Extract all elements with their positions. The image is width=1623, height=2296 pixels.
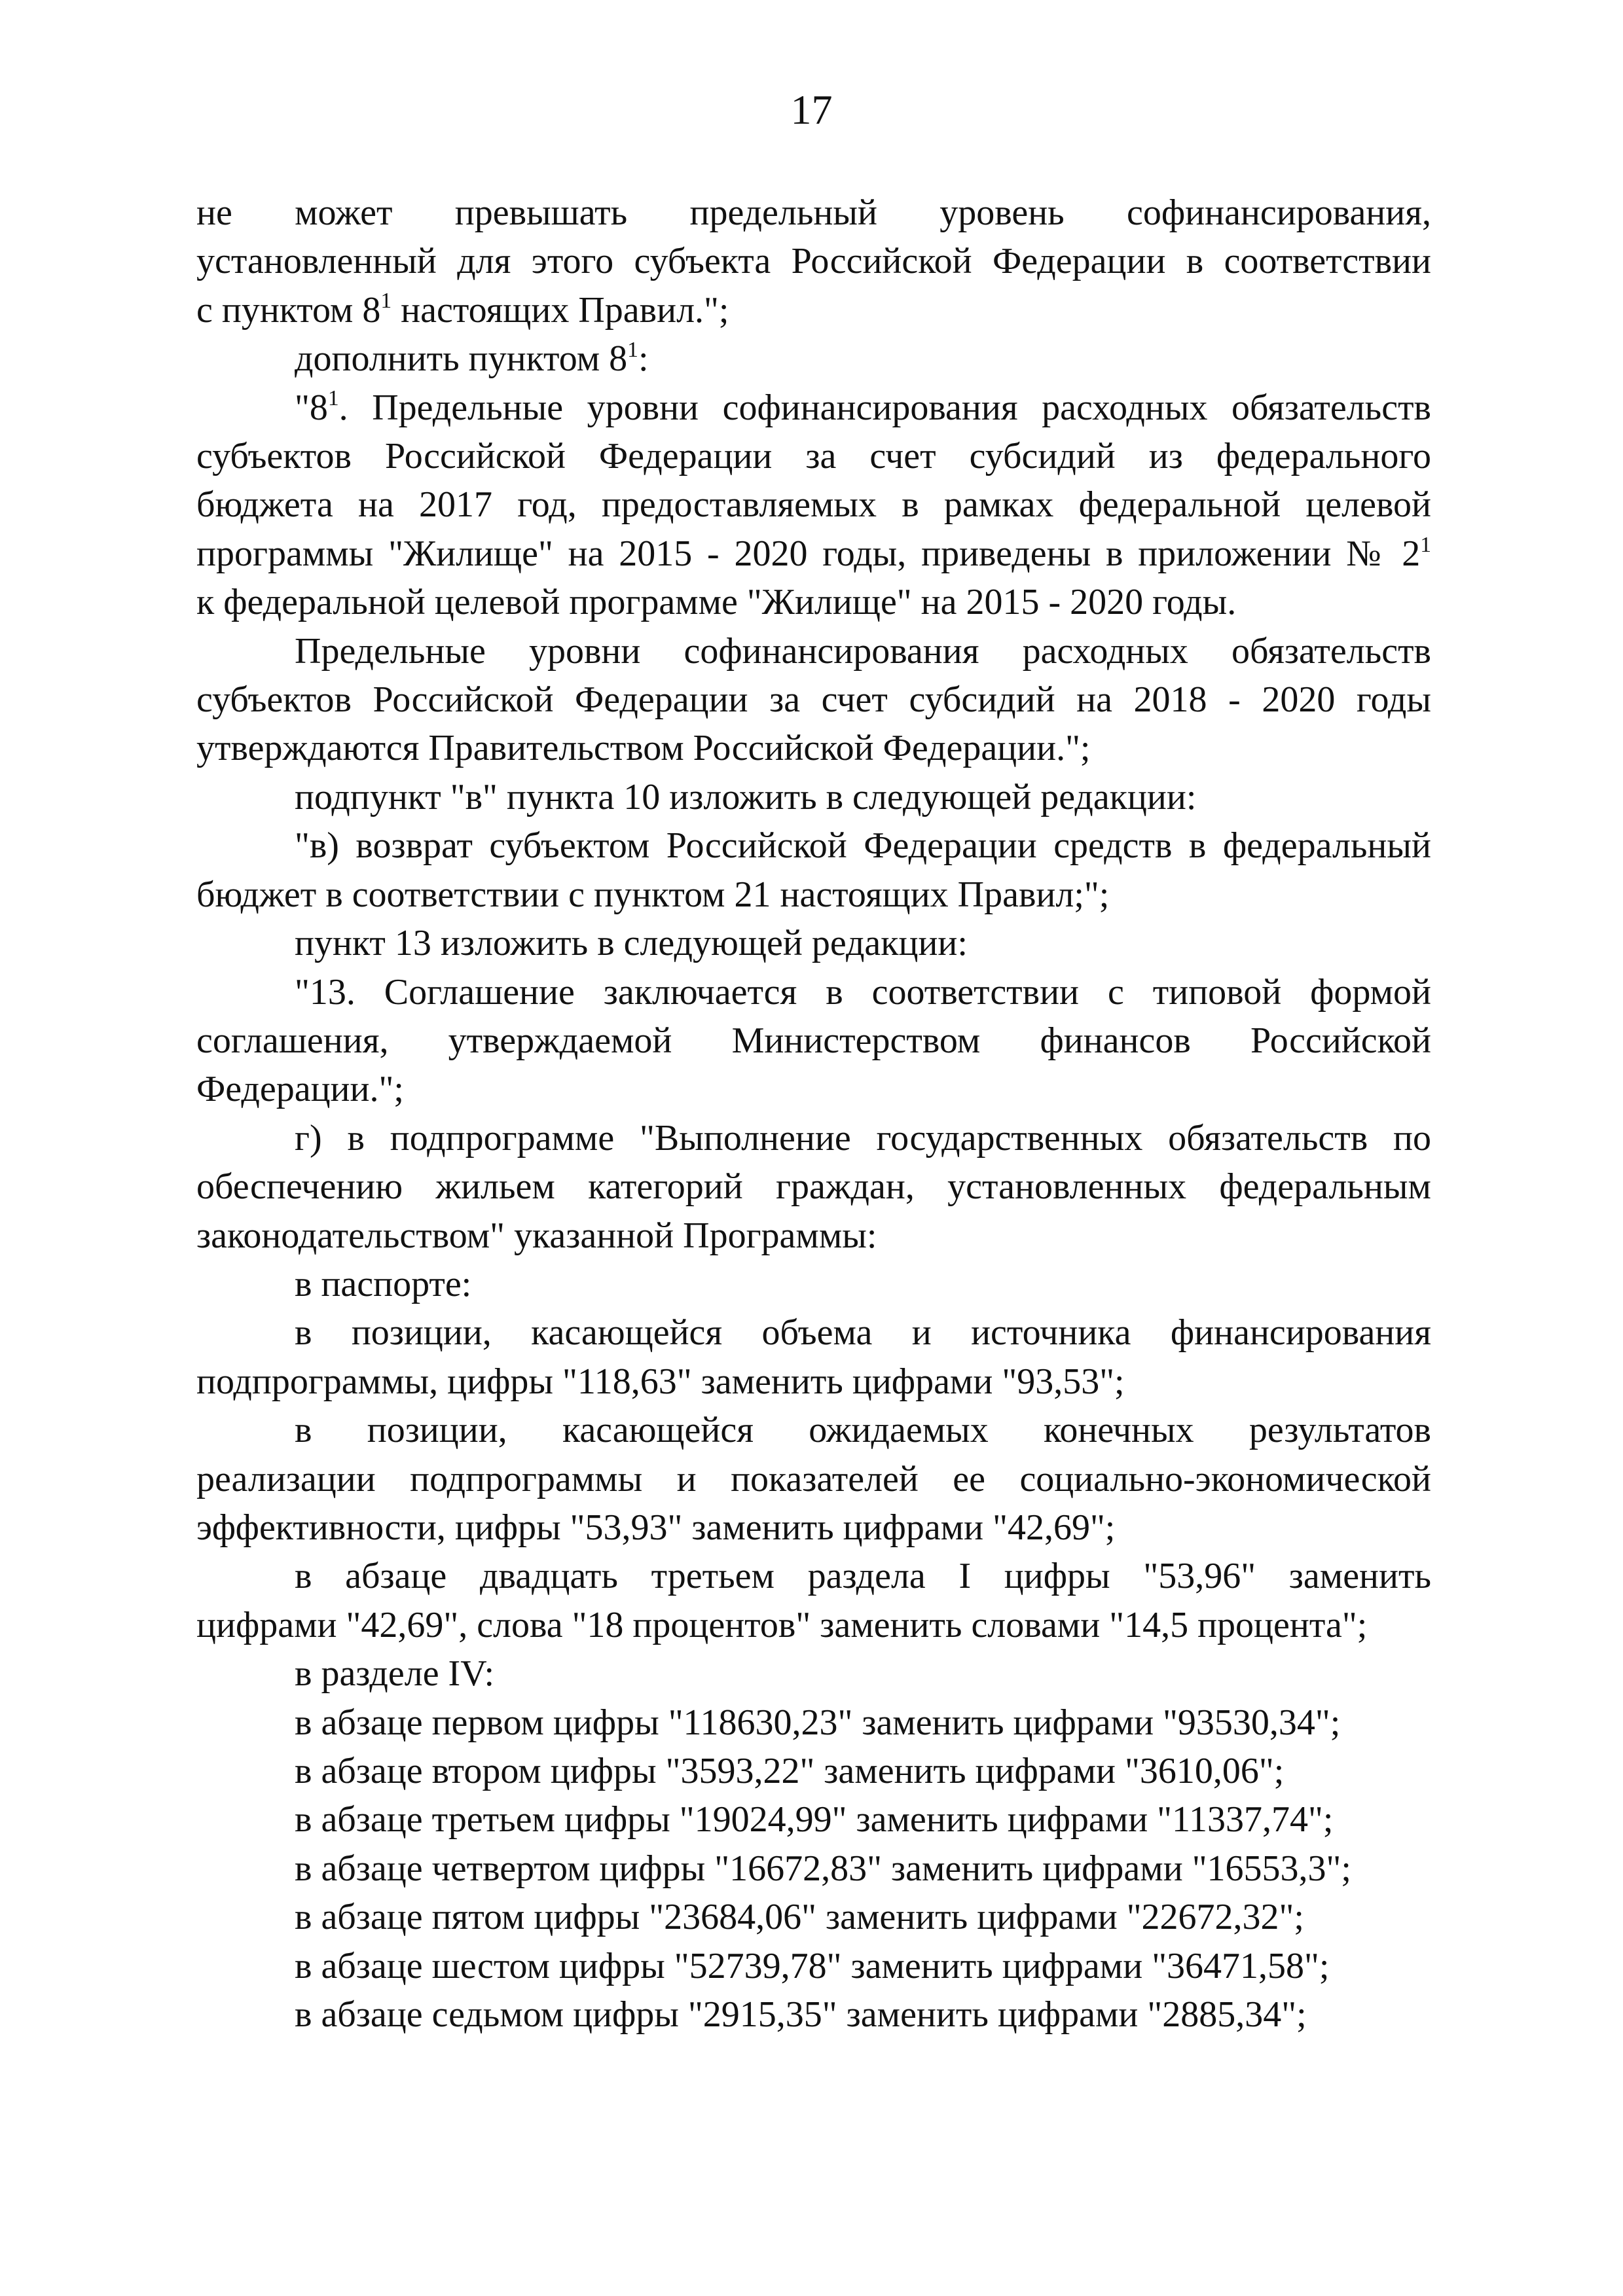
- text-line: к федеральной целевой программе "Жилище" на 2015 - 2020 годы.: [196, 582, 1237, 623]
- text-line: эффективности, цифры "53,93" заменить цифрами "42,69";: [196, 1507, 1116, 1548]
- text-line: "13. Соглашение заключается в соответствии с типовой формой: [295, 971, 1431, 1013]
- text-line: бюджет в соответствии с пунктом 21 настоящих Правил;";: [196, 874, 1110, 915]
- text-line: дополнить пунктом $8^1$:: [295, 337, 649, 380]
- text-line: бюджета на 2017 год, предоставляемых в рамках федеральной целевой: [196, 484, 1431, 526]
- text-line: "$8^1$. Предельные уровни софинансирования расходных обязательств: [295, 386, 1431, 428]
- text-line: Федерации.";: [196, 1069, 404, 1110]
- text-line: в абзаце четвертом цифры "16672,83" заменить цифрами "16553,3";: [295, 1848, 1351, 1889]
- text-line: соглашения, утверждаемой Министерством финансов Российской: [196, 1020, 1431, 1061]
- text-line: в абзаце втором цифры "3593,22" заменить цифрами "3610,06";: [295, 1751, 1285, 1791]
- text-line: в абзаце первом цифры "118630,23" заменить цифрами "93530,34";: [295, 1702, 1341, 1743]
- text-line: подпункт "в" пункта 10 изложить в следующей редакции:: [295, 776, 1197, 817]
- text-line: "в) возврат субъектом Российской Федерации средств в федеральный: [295, 825, 1431, 867]
- text-line: в абзаце пятом цифры "23684,06" заменить цифрами "22672,32";: [295, 1897, 1304, 1938]
- superscript: 1: [1420, 532, 1431, 557]
- text-line: в паспорте:: [295, 1263, 472, 1304]
- text-line: пункт 13 изложить в следующей редакции:: [295, 923, 968, 964]
- text-line: подпрограммы, цифры "118,63" заменить цифрами "93,53";: [196, 1361, 1125, 1402]
- text-line: субъектов Российской Федерации за счет субсидий из федерального: [196, 436, 1431, 477]
- superscript: 1: [627, 337, 638, 362]
- text-line: цифрами "42,69", слова "18 процентов" заменить словами "14,5 процента";: [196, 1604, 1368, 1645]
- superscript: 1: [327, 386, 339, 411]
- text-line: утверждаются Правительством Российской Федерации.";: [196, 728, 1091, 769]
- text-line: не может превышать предельный уровень софинансирования,: [196, 192, 1431, 233]
- document-body: [196, 188, 1431, 2039]
- text-line: в позиции, касающейся ожидаемых конечных результатов: [295, 1410, 1431, 1451]
- page-number: 17: [790, 86, 833, 133]
- text-line: субъектов Российской Федерации за счет субсидий на 2018 - 2020 годы: [196, 679, 1431, 721]
- text-line: в разделе IV:: [295, 1653, 495, 1695]
- text-line: г) в подпрограмме "Выполнение государственных обязательств по: [295, 1117, 1431, 1158]
- text-line: в позиции, касающейся объема и источника финансирования: [295, 1312, 1431, 1354]
- text-line: установленный для этого субъекта Российской Федерации в соответствии: [196, 241, 1431, 282]
- text-line: в абзаце двадцать третьем раздела I цифры "53,96" заменить: [295, 1556, 1431, 1597]
- superscript: 1: [380, 289, 392, 314]
- text-line: в абзаце шестом цифры "52739,78" заменить цифрами "36471,58";: [295, 1945, 1330, 1986]
- text-line: в абзаце седьмом цифры "2915,35" заменить цифрами "2885,34";: [295, 1994, 1307, 2036]
- text-line: в абзаце третьем цифры "19024,99" заменить цифрами "11337,74";: [295, 1799, 1334, 1840]
- text-line: законодательством" указанной Программы:: [196, 1215, 877, 1256]
- text-line: с пунктом $8^1$ настоящих Правил.";: [196, 289, 729, 331]
- text-line: обеспечению жильем категорий граждан, установленных федеральным: [196, 1166, 1431, 1208]
- text-line: Предельные уровни софинансирования расходных обязательств: [295, 630, 1431, 672]
- text-line: программы "Жилище" на 2015 - 2020 годы, приведены в приложении № $2^1$: [196, 532, 1431, 574]
- text-line: реализации подпрограммы и показателей ее социально-экономической: [196, 1458, 1431, 1499]
